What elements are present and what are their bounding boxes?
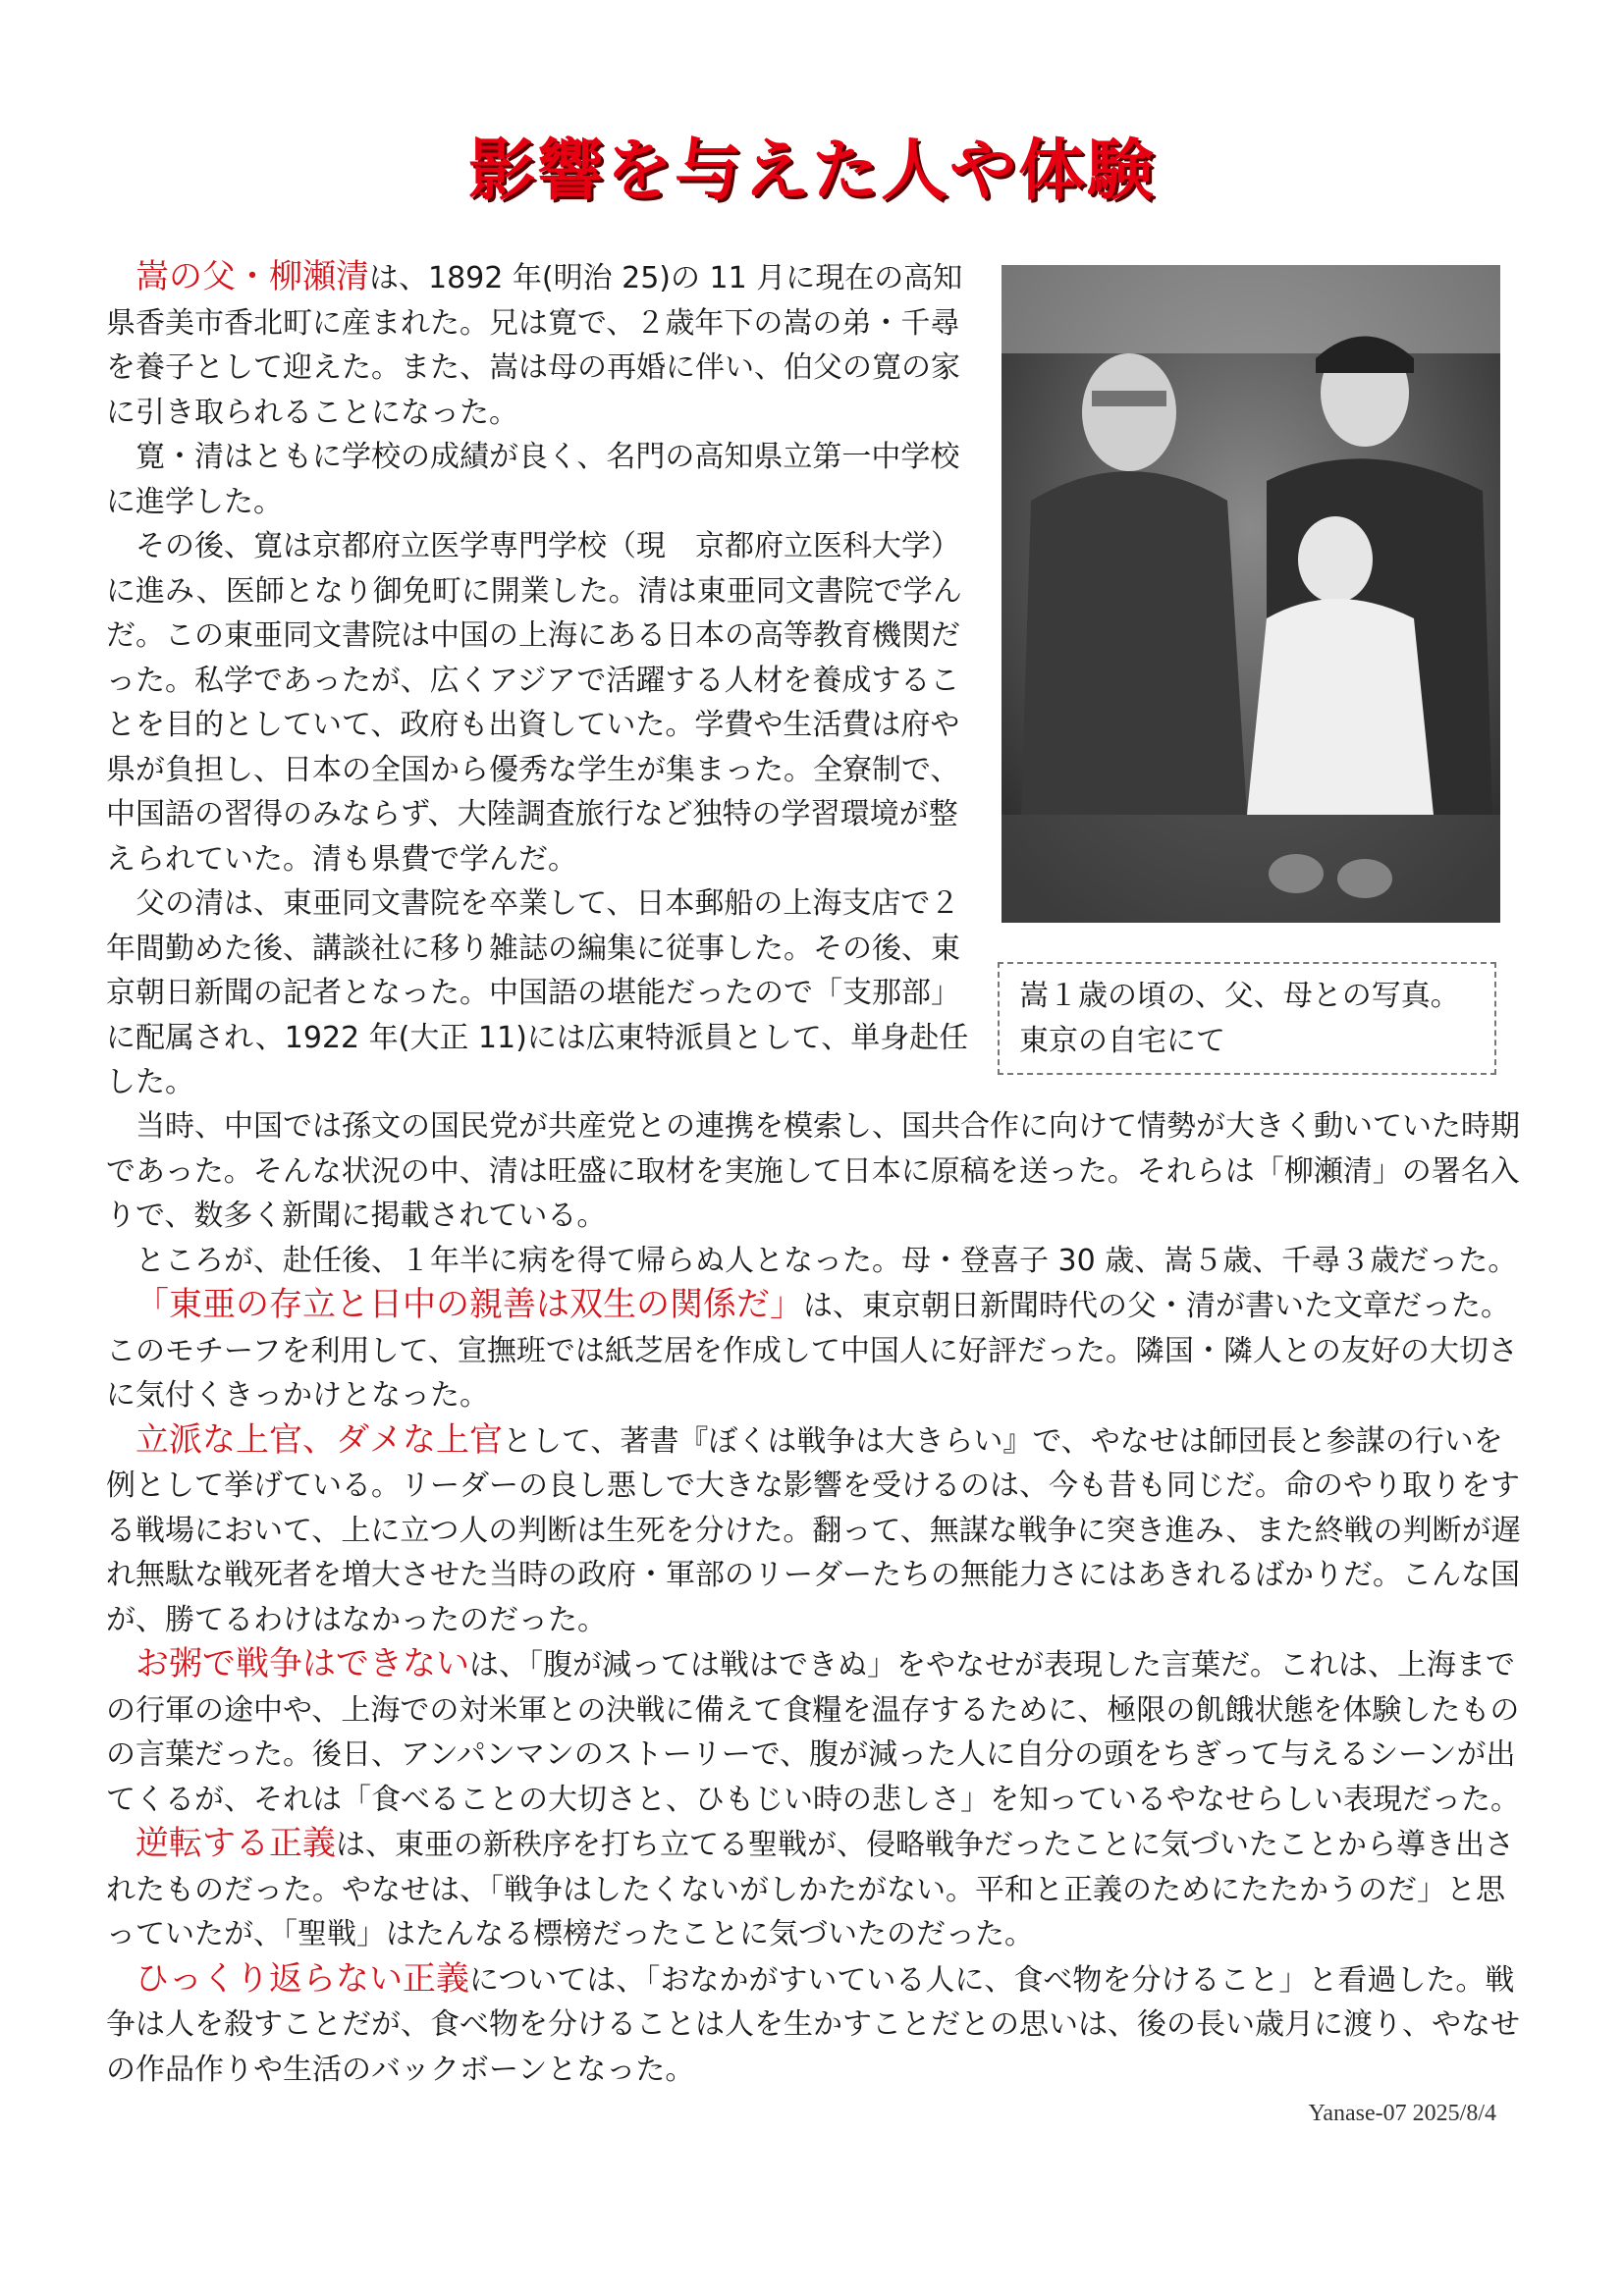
photo-illustration: [1001, 265, 1500, 923]
paragraph: [106, 1957, 1530, 2093]
paragraph-text: 当時、中国では孫文の国民党が共産党との連携を模索し、国共合作に向けて情勢が大きく動いていた時期であった。そんな状況の中、清は旺盛に取材を実施して日本に原稿を送った。それらは「柳瀬清」の署名入りで、数多く新聞に掲載されている。: [106, 1109, 1520, 1233]
highlight-phrase: 嵩の父・柳瀬清: [135, 257, 369, 296]
caption-line: 東京の自宅にて: [1019, 1024, 1225, 1058]
paragraph-text: は、東亜の新秩序を打ち立てる聖戦が、侵略戦争だったことに気づいたことから導き出されたものだった。やなせは、「戦争はしたくないがしかたがない。平和と正義のためにたたかうのだ」と思っていたが、「聖戦」はたんなる標榜だったことに気づいたのだった。: [106, 1828, 1514, 1951]
paragraph: [106, 881, 985, 1105]
paragraph-text: ところが、赴任後、１年半に病を得て帰らぬ人となった。母・登喜子 30 歳、嵩５歳、千尋３歳だった。: [135, 1243, 1518, 1278]
paragraph-text: として、著書『ぼくは戦争は大きらい』で、やなせは師団長と参謀の行いを例として挙げている。リーダーの良し悪しで大きな影響を受けるのは、今も昔も同じだ。命のやり取りをする戦場において、上に立つ人の判断は生死を分けた。翻って、無謀な戦争に突き進み、また終戦の判断が遅れ無駄な戦死者を増大させた当時の政府・軍部のリーダーたちの無能力さにはあきれるばかりだ。こんな国が、勝てるわけはなかったのだった。: [106, 1423, 1521, 1637]
footer-label: Yanase-07 2025/8/4: [1308, 2101, 1496, 2126]
paragraph-text: は、東京朝日新聞時代の父・清が書いた文章だった。このモチーフを利用して、宣撫班では紙芝居を作成して中国人に好評だった。隣国・隣人との友好の大切さに気付くきっかけとなった。: [106, 1289, 1518, 1413]
paragraph: [106, 524, 985, 881]
highlight-phrase: お粥で戦争はできない: [135, 1644, 469, 1683]
paragraph: [106, 1283, 1530, 1418]
paragraph: [106, 1822, 1530, 1957]
paragraph-text: については、「おなかがすいている人に、食べ物を分けること」と看過した。戦争は人を殺すことだが、食べ物を分けることは人を生かすことだとの思いは、後の長い歳月に渡り、やなせの作品作りや生活のバックボーンとなった。: [106, 1962, 1520, 2087]
paragraph-text: その後、寛は京都府立医学専門学校（現 京都府立医科大学）に進み、医師となり御免町に開業した。清は東亜同文書院で学んだ。この東亜同文書院は中国の上海にある日本の高等教育機関だった。私学であったが、広くアジアで活躍する人材を養成することを目的としていて、政府も出資していた。学費や生活費は府や県が負担し、日本の全国から優秀な学生が集まった。全寮制で、中国語の習得のみならず、大陸調査旅行など独特の学習環境が整えられていた。清も県費で学んだ。: [106, 529, 962, 877]
paragraph-text: は、「腹が減っては戦はできぬ」をやなせが表現した言葉だ。これは、上海までの行軍の途中や、上海での対米軍との決戦に備えて食糧を温存するために、極限の飢餓状態を体験したものの言葉だった。後日、アンパンマンのストーリーで、腹が減った人に自分の頭をちぎって与えるシーンが出てくるが、それは「食べることの大切さと、ひもじい時の悲しさ」を知っているやなせらしい表現だった。: [106, 1648, 1520, 1817]
paragraph: [106, 255, 985, 435]
paragraph-text: 父の清は、東亜同文書院を卒業して、日本郵船の上海支店で２年間勤めた後、講談社に移り雑誌の編集に従事した。その後、東京朝日新聞の記者となった。中国語の堪能だったので「支那部」に配属され、1922 年(大正 11)には広東特派員として、単身赴任した。: [106, 886, 969, 1099]
paragraph: [106, 1104, 1530, 1239]
highlight-phrase: 「東亜の存立と日中の親善は双生の関係だ」: [135, 1285, 803, 1324]
highlight-phrase: 逆転する正義: [135, 1824, 336, 1863]
paragraph: [106, 1239, 1530, 1284]
top-text-column: [106, 255, 985, 1105]
bottom-text-column: [106, 1104, 1530, 2092]
caption-line: 嵩１歳の頃の、父、母との写真。: [1019, 979, 1460, 1013]
photo-caption: [998, 962, 1496, 1075]
paragraph-text: 寛・清はともに学校の成績が良く、名門の高知県立第一中学校に進学した。: [106, 440, 960, 519]
paragraph: [106, 1642, 1530, 1822]
paragraph-text: は、1892 年(明治 25)の 11 月に現在の高知県香美市香北町に産まれた。兄は寛で、２歳年下の嵩の弟・千尋を養子として迎えた。また、嵩は母の再婚に伴い、伯父の寛の家に引き取られることになった。: [106, 261, 963, 430]
family-photo: [1001, 265, 1500, 923]
paragraph: [106, 435, 985, 524]
page-title: 影響を与えた人や体験: [467, 133, 1156, 210]
highlight-phrase: 立派な上官、ダメな上官: [135, 1419, 503, 1460]
paragraph: [106, 1418, 1530, 1643]
highlight-phrase: ひっくり返らない正義: [135, 1958, 469, 1999]
